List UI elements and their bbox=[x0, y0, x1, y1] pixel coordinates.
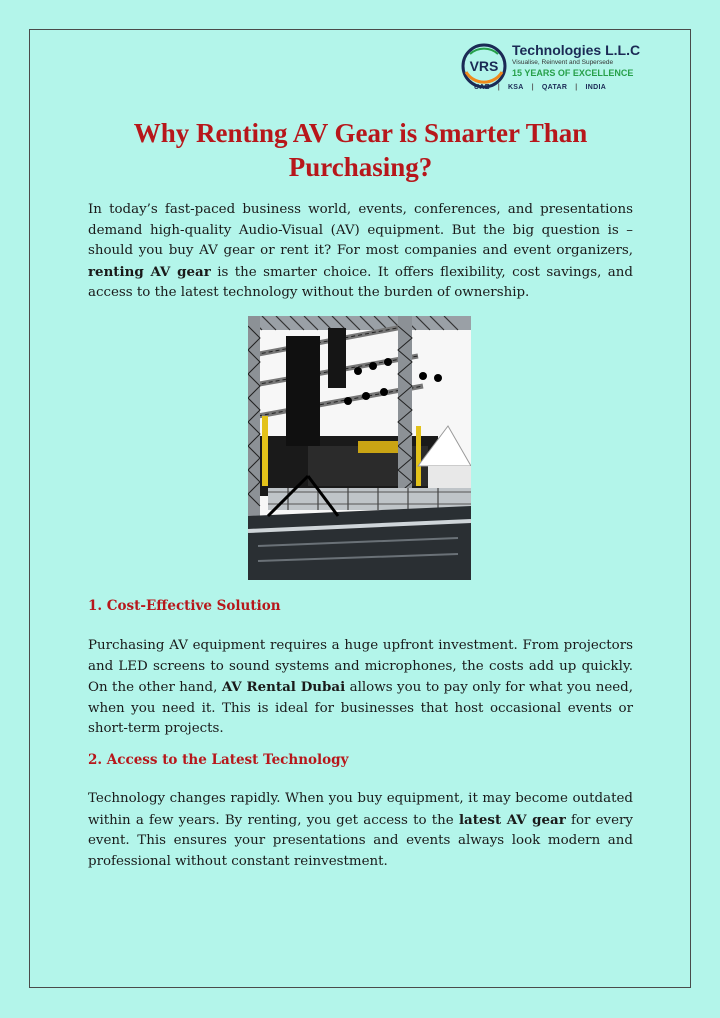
section1-text-1: Purchasing AV equipment requires a huge upfront investment. From projectors and LED screens to sound systems and microphones, the costs add up quickly. On the other hand, bbox=[88, 638, 633, 696]
logo-regions: UAE | KSA | QATAR | INDIA bbox=[474, 84, 607, 91]
intro-text-1: In today’s fast-paced business world, events, conferences, and presentations demand high-quality Audio-Visual (AV) equipment. But the big question is – should you buy AV gear or rent it? For most companies and event organizers, bbox=[88, 202, 633, 259]
company-logo bbox=[460, 42, 660, 96]
region-india: INDIA bbox=[585, 84, 607, 91]
section1-bold-av-rental-dubai: AV Rental Dubai bbox=[221, 679, 346, 696]
section2-bold-latest-av-gear: latest AV gear bbox=[458, 811, 566, 828]
section-heading-cost-effective: 1. Cost-Effective Solution bbox=[88, 598, 281, 614]
section-heading-latest-technology: 2. Access to the Latest Technology bbox=[88, 752, 349, 768]
section1-text-2: allows you to pay only for what you need, when you need it. This is ideal for businesses that host occasional events or short-term projects. bbox=[88, 680, 634, 737]
region-uae: UAE bbox=[474, 84, 490, 91]
section-paragraph-latest-technology bbox=[88, 789, 633, 872]
intro-text-2: is the smarter choice. It offers flexibility, cost savings, and access to the latest technology without the burden of ownership. bbox=[88, 264, 633, 301]
vrs-logo-icon bbox=[460, 42, 508, 90]
region-qatar: QATAR bbox=[541, 84, 568, 91]
section2-text-2: for every event. This ensures your presentations and events always look modern and professional without constant reinvestment. bbox=[88, 812, 634, 869]
page-title: Why Renting AV Gear is Smarter Than Purchasing? bbox=[133, 118, 588, 182]
intro-paragraph bbox=[88, 200, 633, 304]
section-paragraph-cost-effective bbox=[88, 636, 633, 740]
stage-truss-photo bbox=[248, 316, 471, 580]
logo-mark-text: VRS bbox=[469, 58, 499, 74]
logo-tagline: Visualise, Reinvent and Supersede bbox=[512, 59, 614, 66]
intro-bold-renting: renting AV gear bbox=[88, 263, 211, 280]
logo-years-badge: 15 YEARS OF EXCELLENCE bbox=[512, 68, 634, 78]
logo-company-name: Technologies L.L.C bbox=[512, 42, 641, 58]
region-ksa: KSA bbox=[507, 84, 524, 91]
section2-text-1: Technology changes rapidly. When you buy equipment, it may become outdated within a few years. By renting, you get access to the bbox=[88, 791, 633, 828]
